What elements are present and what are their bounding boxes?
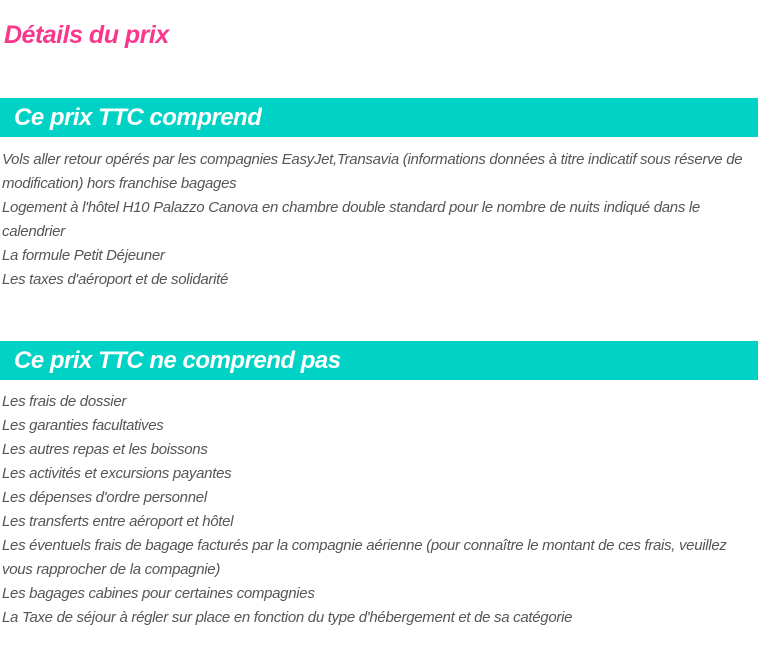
price-list-item: Logement à l'hôtel H10 Palazzo Canova en chambre double standard pour le nombre de nuits indiqué dans le calendrier — [2, 199, 700, 240]
price-list-item: Vols aller retour opérés par les compagnies EasyJet,Transavia (informations données à titre indicatif sous réserve de modification) hors franchise bagages — [2, 151, 743, 192]
price-list-item: La Taxe de séjour à régler sur place en fonction du type d'hébergement et de sa catégorie — [2, 609, 573, 626]
price-list-item: Les éventuels frais de bagage facturés par la compagnie aérienne (pour connaître le montant de ces frais, veuillez vous rapprocher de la compagnie) — [2, 537, 727, 578]
price-list-item: Les frais de dossier — [2, 393, 127, 410]
included-list — [0, 148, 758, 292]
price-list-item: La formule Petit Déjeuner — [2, 247, 165, 264]
excluded-list — [0, 390, 758, 630]
section-price-excluded — [0, 341, 758, 630]
section-price-included — [0, 98, 758, 292]
price-list-item: Les bagages cabines pour certaines compagnies — [2, 585, 315, 602]
page-title: Détails du prix — [4, 21, 169, 49]
price-list-item: Les garanties facultatives — [2, 417, 164, 434]
price-list-item: Les taxes d'aéroport et de solidarité — [2, 271, 229, 288]
price-list-item: Les autres repas et les boissons — [2, 441, 208, 458]
price-list-item: Les activités et excursions payantes — [2, 465, 232, 482]
price-list-item: Les dépenses d'ordre personnel — [2, 489, 207, 506]
section-heading-excluded: Ce prix TTC ne comprend pas — [14, 346, 341, 374]
price-list-item: Les transferts entre aéroport et hôtel — [2, 513, 234, 530]
section-header-included — [0, 98, 758, 137]
section-heading-included: Ce prix TTC comprend — [14, 103, 262, 131]
section-header-excluded — [0, 341, 758, 380]
